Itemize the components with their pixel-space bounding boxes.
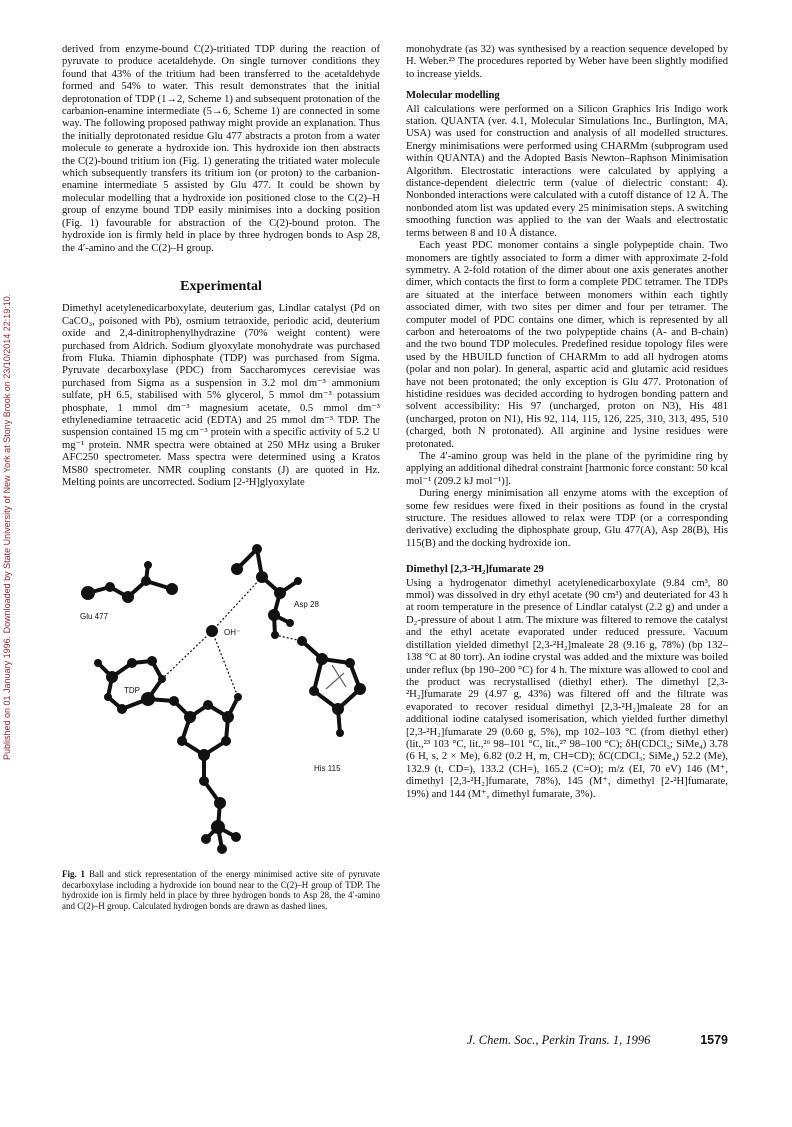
left-paragraph-1: derived from enzyme-bound C(2)-tritiated TDP during the reaction of pyruvate to produce acetaldehyde. On single turnover conditions they found that 43% of the tritium had been transferred to the acetaldehyde formed and 54% to water. This result demonstrates that the initial deprotonation of TDP (1→2, Scheme 1) and subsequent protonation of the carbanion-enamine intermediate (5→6, Scheme 1) are connected in some way. The following proposed pathway might provide an explanation. Thus the initially deprotonated residue Glu 477 abstracts a proton from a water molecule to generate a hydroxide ion. This hydroxide ion then abstracts the C(2)-bound tritium ion (Fig. 1) generating the tritiated water molecule which subsequently transfers its tritium ion (or proton) to the carbanion-enamine intermediate 5 assisted by Glu 477. It could be shown by molecular modelling that a hydroxide ion positioned close to the C(2)–H group of enzyme bound TDP easily minimises into a docking position (Fig. 1) favourable for abstraction of the C(2)-bound proton. The hydroxide ion is firmly held in place by three hydrogen bonds to Asp 28, the 4′-amino and the C(2)–H group. xyxy=(62,44,380,254)
right-paragraph-3: Each yeast PDC monomer contains a single polypeptide chain. Two monomers are tightly associated to form a dimer with approximate 2-fold symmetry. A 2-fold rotation of the dimer about one axis generates another dimer, which contacts the first to form a complete PDC tetramer. The TDPs are situated at the interface between monomers within each tightly associated dimer, with two sites per dimer and four per tetramer. The computer model of PDC contains one dimer, which is represented by all carbon and heteroatoms of the two polypeptide chains (A- and B-chain) and the two bound TDP molecules. Predefined residue topology files were used by the HBUILD function of CHARMm to add all hydrogen atoms (polar and non polar). In general, aspartic acid and glutamic acid residues have not been protonated; the only exception is Glu 477. Protonation of histidine residues was decided according to hydrogen bonding pattern and solvent accessibility: His 97 (uncharged, proton on N3), His 481 (uncharged, proton on N1), His 92, 114, 115, 126, 225, 310, 313, 495, 510 (charged, both N protonated). All arginine and lysine residues were protonated. xyxy=(406,240,728,450)
label-tdp: TDP xyxy=(124,686,140,696)
section-heading-experimental: Experimental xyxy=(180,278,262,294)
sidebar-note-text: Published on 01 January 1996. Downloaded by State University of New York at Stony Brook on 23/10/2014 22:19:10. xyxy=(2,293,12,760)
right-column xyxy=(406,44,728,801)
journal-citation: J. Chem. Soc., Perkin Trans. 1, 1996 xyxy=(467,1033,651,1047)
right-paragraph-4: The 4′-amino group was held in the plane of the pyrimidine ring by applying an additional dihedral constraint [harmonic force constant: 50 kcal mol⁻¹ (209.2 kJ mol⁻¹)]. xyxy=(406,451,728,487)
figure-caption xyxy=(62,869,380,911)
heading-molecular-modelling: Molecular modelling xyxy=(406,90,500,102)
figure-1 xyxy=(62,519,380,869)
left-column xyxy=(62,44,380,911)
right-paragraph-2: All calculations were performed on a Silicon Graphics Iris Indigo work station. QUANTA (ver. 4.1, Molecular Simulations Inc., Burlington, MA, USA) was used for construction and analysis of all modelled structures. Energy minimisations were performed using CHARMm (subprogram used within QUANTA) and the Adopted Basis Newton–Raphson Minimisation Algorithm. Electrostatic interactions were calculated by applying a distance-dependent dielectric term (value of dielectric constant: 4). Nonbonded interactions were calculated with a cutoff distance of 12 Å. The nonbonded atom list was updated every 25 minimisation steps. A switching smoothing function was applied to the van der Waals and electrostatic terms between 8 and 10 Å distance. xyxy=(406,103,728,239)
right-paragraph-1: monohydrate (as 32) was synthesised by a reaction sequence developed by H. Weber.²³ The procedures reported by Weber have been slightly modified to increase yields. xyxy=(406,44,728,80)
download-sidebar-note xyxy=(2,180,16,760)
label-his-115: His 115 xyxy=(314,764,341,774)
right-paragraph-6: Using a hydrogenator dimethyl acetylenedicarboxylate (9.84 cm³, 80 mmol) was dissolved in dry ethyl acetate (90 cm³) and deuteriated for 43 h at room temperature in the presence of Lindlar catalyst (2.2 g) and under a D₂-pressure of about 1 atm. The mixture was filtered to remove the catalyst and the ethyl acetate evaporated under reduced pressure. Vacuum distillation yielded dimethyl [2,3-²H₂]maleate 28 (9.16 g, 78%) (bp 132–138 °C at 80 torr). An iodine crystal was added and the mixture was boiled under reflux (bp 190–200 °C) for 4 h. The mixture was allowed to cool and the product was recrystallised (diethyl ether). The dimethyl [2,3-²H₂]fumarate 29 (4.97 g, 43%) was filtered off and the filtrate was evaporated to recover residual dimethyl [2,3-²H₂]maleate 28 for an additional iodine catalysed isomerisation, which yielded further dimethyl [2,3-²H₂]fumarate 29 (0.60 g, 5%), mp 102–103 °C (from diethyl ether) (lit.,²³ 103 °C, lit.,²⁶ 98–101 °C, lit.,²⁷ 98–100 °C); δH(CDCl₃; SiMe₄) 3.78 (6 H, s, 2 × Me), 6.82 (0.2 H, m, CH=CD); δC(CDCl₃; SiMe₄) 52.2 (Me), 132.9 (t, CD=), 133.2 (CH=), 165.2 (C=O); m/z (EI, 70 eV) 146 (M⁺, dimethyl [2,3-²H₂]fumarate, 78%), 145 (M⁺, dimethyl [2-²H]fumarate, 19%) and 144 (M⁺, dimethyl fumarate, 3%). xyxy=(406,577,728,800)
page-number: 1579 xyxy=(700,1033,728,1047)
label-glu-477: Glu 477 xyxy=(80,612,109,622)
figure-caption-text: Ball and stick representation of the energy minimised active site of pyruvate decarboxylase including a hydroxide ion bound near to the C(2)–H group of TDP. The hydroxide ion is firmly held in place by three hydrogen bonds to Asp 28, the 4′-amino and C(2)–H group. Calculated hydrogen bonds are drawn as dashed lines. xyxy=(62,869,380,911)
label-asp-28: Asp 28 xyxy=(294,600,319,610)
label-hydroxide: OH⁻ xyxy=(224,628,241,638)
ball-and-stick-model xyxy=(62,519,380,869)
figure-caption-label: Fig. 1 xyxy=(62,869,85,880)
heading-dimethyl-fumarate: Dimethyl [2,3-²H₂]fumarate 29 xyxy=(406,564,544,576)
left-paragraph-2: Dimethyl acetylenedicarboxylate, deuterium gas, Lindlar catalyst (Pd on CaCO₃, poisoned with Pb), osmium tetraoxide, periodic acid, deuterium oxide and 2,4-dinitrophenylhydrazine (70% weight content) were purchased from Aldrich. Sodium glyoxylate monohydrate was purchased from Fluka. Thiamin diphosphate (TDP) was purchased from Sigma. Pyruvate decarboxylase (PDC) from Saccharomyces cerevisiae was purchased from Sigma as a suspension in 3.2 mol dm⁻³ ammonium sulfate, pH 6.5, stabilised with 5% glycerol, 5 mmol dm⁻³ potassium phosphate, 1 mmol dm⁻³ magnesium acetate, 0.5 mmol dm⁻³ ethylenediamine tetraacetic acid (EDTA) and 25 mmol dm⁻³ TDP. The suspension contained 15 mg cm⁻³ protein with a specific activity of 5.2 U mg⁻¹ protein. NMR spectra were obtained at 250 MHz using a Bruker AFC250 spectrometer. Mass spectra were determined using a Kratos MS80 spectrometer. NMR coupling constants (J) are quoted in Hz. Melting points are uncorrected. Sodium [2-²H]glyoxylate xyxy=(62,303,380,488)
right-paragraph-5: During energy minimisation all enzyme atoms with the exception of some few residues were fixed in their positions as found in the crystal structure. The residues allowed to relax were TDP (or a corresponding derivative) excluding the diphosphate group, Glu 477(A), Asp 28(B), His 115(B) and the docking hydroxide ion. xyxy=(406,488,728,549)
